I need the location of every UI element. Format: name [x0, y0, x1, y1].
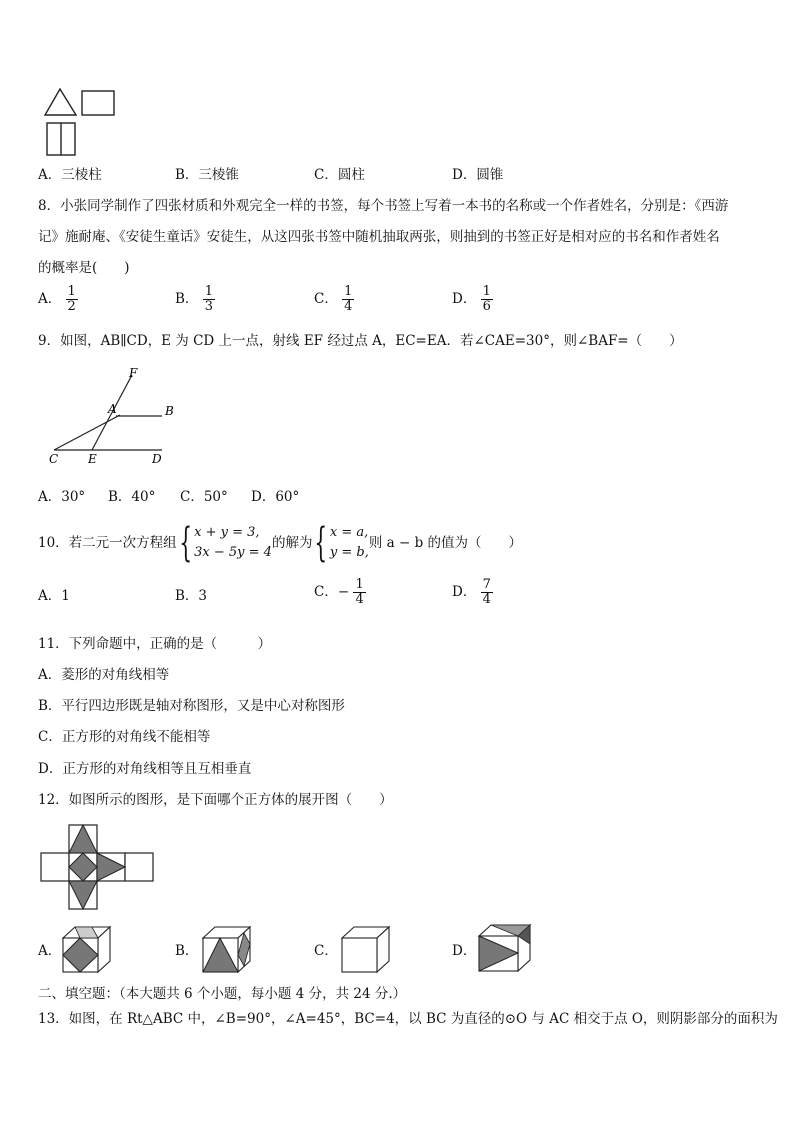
q9-stem: 9．如图，AB∥CD，E 为 CD 上一点，射线 EF 经过点 A，EC=EA．若∠CAE=30°，则∠BAF=（ ） — [38, 333, 683, 349]
fraction: $\frac{1}{4}$ — [344, 284, 353, 314]
q11-option-d[interactable]: D．正方形的对角线相等且互相垂直 — [38, 761, 252, 777]
q7-option-b[interactable]: B．三棱锥 — [175, 167, 239, 183]
label-f: F — [129, 366, 138, 380]
q12-option-d[interactable]: D． — [452, 943, 477, 959]
cube-a-icon — [62, 926, 112, 974]
equation-system: { x + y = 3, 3x − 5y = 4 — [179, 520, 272, 566]
q8-option-a[interactable]: A． $\frac{1}{2}$ — [38, 284, 76, 314]
q12-option-c[interactable]: C． — [314, 943, 338, 959]
q8-option-d[interactable]: D． $\frac{1}{6}$ — [452, 284, 491, 314]
cube-net-figure — [40, 823, 158, 913]
q7-option-d[interactable]: D．圆锥 — [452, 167, 504, 183]
q9-option-b[interactable]: B．40° — [108, 489, 156, 505]
label-c: C — [49, 452, 59, 466]
q8-option-b[interactable]: B． $\frac{1}{3}$ — [175, 284, 213, 314]
q10-option-a[interactable]: A．1 — [38, 588, 70, 604]
fraction: $\frac{1}{3}$ — [204, 284, 213, 314]
q9-option-a[interactable]: A．30° — [38, 489, 86, 505]
cube-c-icon — [341, 926, 391, 974]
q10-stem: 10．若二元一次方程组 { x + y = 3, 3x − 5y = 4 的解为 { x = a, y = b, 则 a − b 的值为（ ） — [38, 520, 523, 566]
q11-option-b[interactable]: B．平行四边形既是轴对称图形，又是中心对称图形 — [38, 698, 345, 714]
q9-option-c[interactable]: C．50° — [180, 489, 228, 505]
q9-geometry-figure — [44, 365, 184, 470]
q12-stem: 12．如图所示的图形，是下面哪个正方体的展开图（ ） — [38, 792, 393, 808]
q12-option-b[interactable]: B． — [175, 943, 199, 959]
q12-option-a[interactable]: A． — [38, 943, 62, 959]
q9-option-d[interactable]: D．60° — [251, 489, 300, 505]
q7-option-a[interactable]: A．三棱柱 — [38, 167, 102, 183]
fraction: $\frac{1}{4}$ — [355, 577, 364, 607]
q13-stem: 13．如图，在 Rt△ABC 中，∠B=90°，∠A=45°，BC=4，以 BC 为直径的⊙O 与 AC 相交于点 O，则阴影部分的面积为 — [38, 1011, 778, 1027]
q8-stem: 8．小张同学制作了四张材质和外观完全一样的书签，每个书签上写着一本书的名称或一个作者姓名，分别是：《西游 记》施耐庵、《安徒生童话》安徒生，从这四张书签中随机抽取两张，则抽到的书签正好是相对应的书名和作者姓名 的概率是( ) — [38, 198, 729, 276]
cube-d-icon — [478, 924, 532, 974]
label-a: A — [108, 402, 117, 416]
q10-option-c[interactable]: C．− $\frac{1}{4}$ — [314, 577, 364, 607]
solution-system: { x = a, y = b, — [314, 520, 369, 566]
fraction: $\frac{1}{6}$ — [482, 284, 491, 314]
fraction: $\frac{1}{2}$ — [67, 284, 76, 314]
q11-option-c[interactable]: C．正方形的对角线不能相等 — [38, 729, 211, 745]
q10-option-b[interactable]: B．3 — [175, 588, 208, 604]
q11-option-a[interactable]: A．菱形的对角线相等 — [38, 667, 170, 683]
three-view-figure — [44, 88, 120, 160]
q7-option-c[interactable]: C．圆柱 — [314, 167, 365, 183]
fraction: $\frac{7}{4}$ — [482, 577, 491, 607]
q10-option-d[interactable]: D． $\frac{7}{4}$ — [452, 577, 491, 607]
q11-stem: 11．下列命题中，正确的是（ ） — [38, 636, 272, 652]
label-b: B — [165, 404, 174, 418]
label-e: E — [88, 452, 97, 466]
cube-b-icon — [202, 926, 252, 974]
section-heading: 二、填空题：（本大题共 6 个小题，每小题 4 分，共 24 分.） — [38, 986, 407, 1002]
q8-option-c[interactable]: C． $\frac{1}{4}$ — [314, 284, 353, 314]
label-d: D — [152, 452, 162, 466]
